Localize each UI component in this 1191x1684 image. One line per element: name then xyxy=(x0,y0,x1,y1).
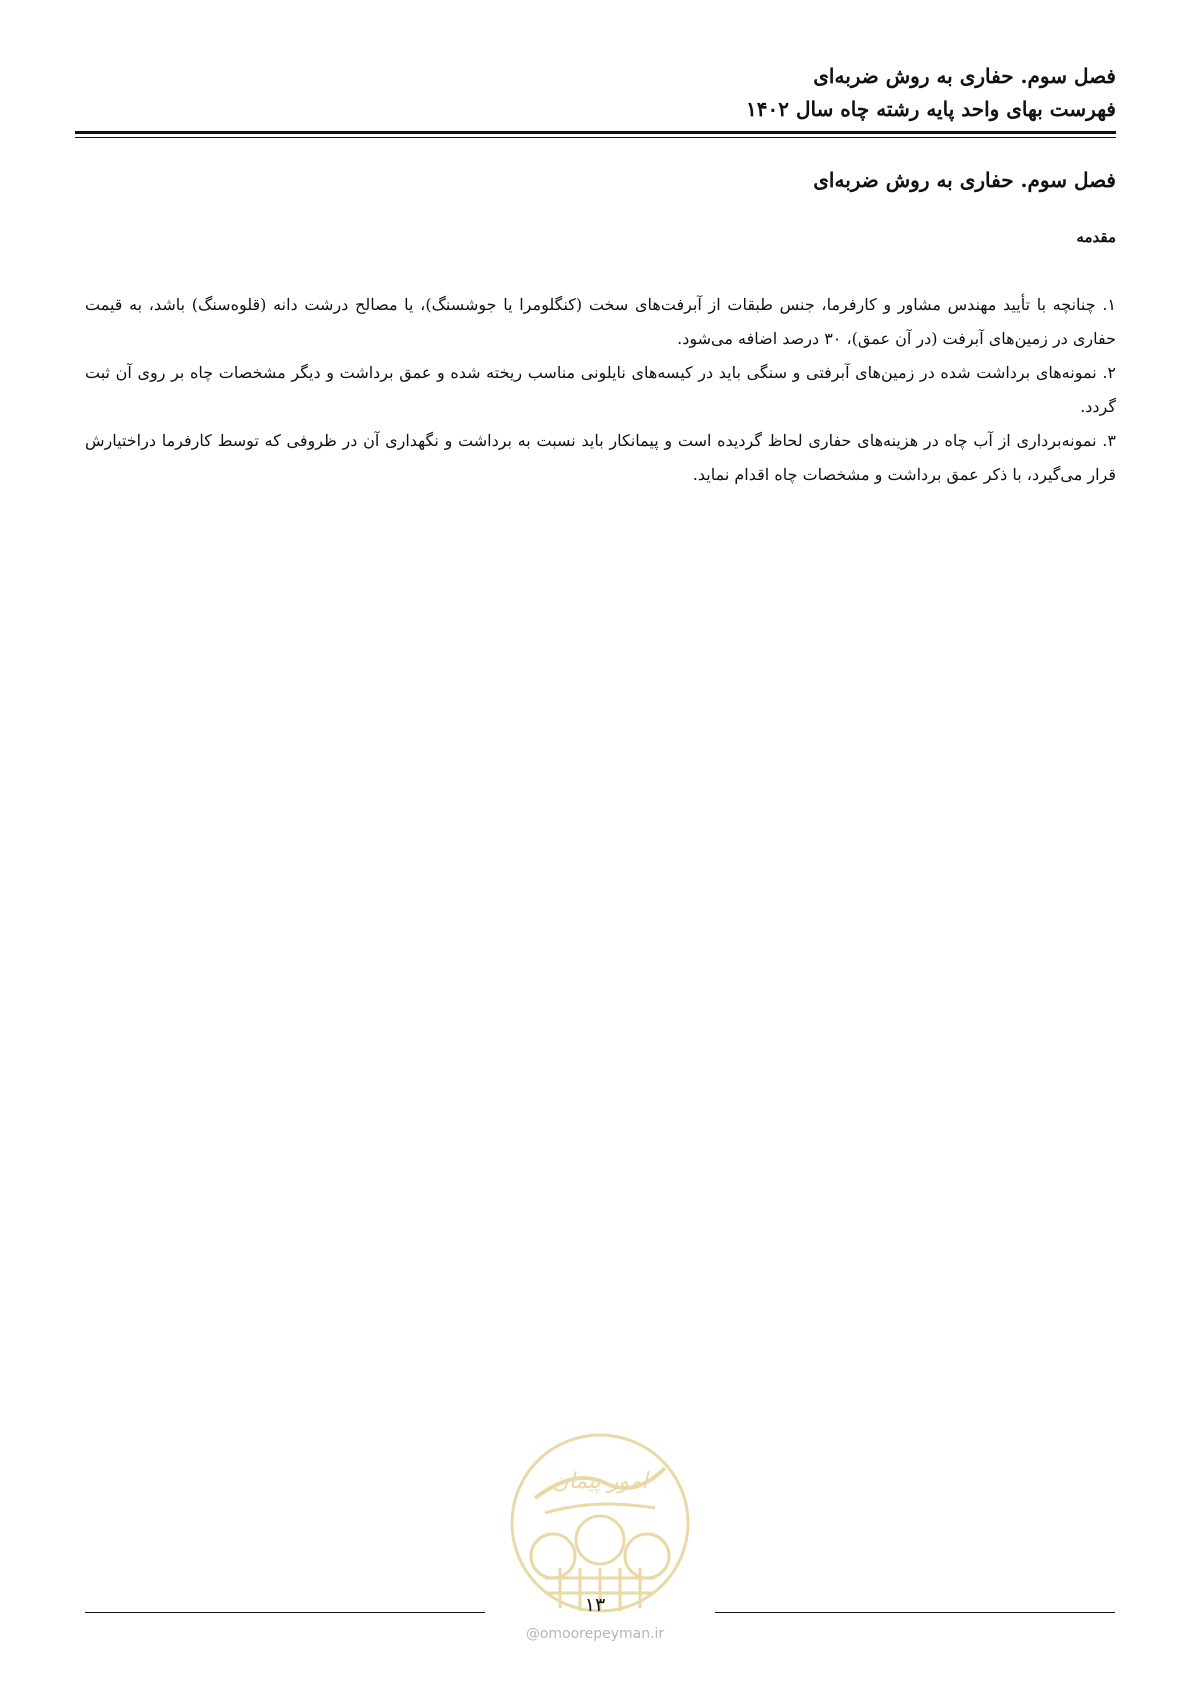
paragraph-2: ۲. نمونه‌های برداشت شده در زمین‌های آبرفتی و سنگی باید در کیسه‌های نایلونی مناسب ریخته شده و عمق برداشت و دیگر مشخصات چاه بر روی آن ثبت گردد. xyxy=(85,363,1116,416)
footer-rule-left xyxy=(85,1612,485,1613)
watermark-logo xyxy=(505,1428,695,1618)
paragraph-1: ۱. چنانچه با تأیید مهندس مشاور و کارفرما، جنس طبقات از آبرفت‌های سخت (کنگلومرا یا جوشسنگ)، یا مصالح درشت دانه (قلوه‌سنگ) باشد، به قیمت حفاری در زمین‌های آبرفت (در آن عمق)، ۳۰ درصد اضافه می‌شود. xyxy=(85,295,1116,348)
section-title: فصل سوم. حفاری به روش ضربه‌ای xyxy=(813,168,1116,192)
page-number: ۱۳ xyxy=(584,1594,606,1616)
watermark-logo-lettering: امور پیمان xyxy=(552,1469,648,1494)
header-rule-thin xyxy=(75,137,1116,138)
header-document-title: فهرست بهای واحد پایه رشته چاه سال ۱۴۰۲ xyxy=(746,97,1116,121)
watermark-url: @omoorepeyman.ir xyxy=(525,1626,665,1642)
page-header xyxy=(75,60,1116,126)
footer-rule-right xyxy=(715,1612,1115,1613)
header-rule-thick xyxy=(75,131,1116,134)
header-chapter-title: فصل سوم. حفاری به روش ضربه‌ای xyxy=(813,64,1116,88)
paragraph-3: ۳. نمونه‌برداری از آب چاه در هزینه‌های حفاری لحاظ گردیده است و پیمانکار باید نسبت به برداشت و نگهداری آن در ظروفی که توسط کارفرما دراختیارش قرار می‌گیرد، با ذکر عمق برداشت و مشخصات چاه اقدام نماید. xyxy=(85,431,1116,484)
section-body xyxy=(85,288,1116,492)
section-subheading: مقدمه xyxy=(1076,228,1116,246)
